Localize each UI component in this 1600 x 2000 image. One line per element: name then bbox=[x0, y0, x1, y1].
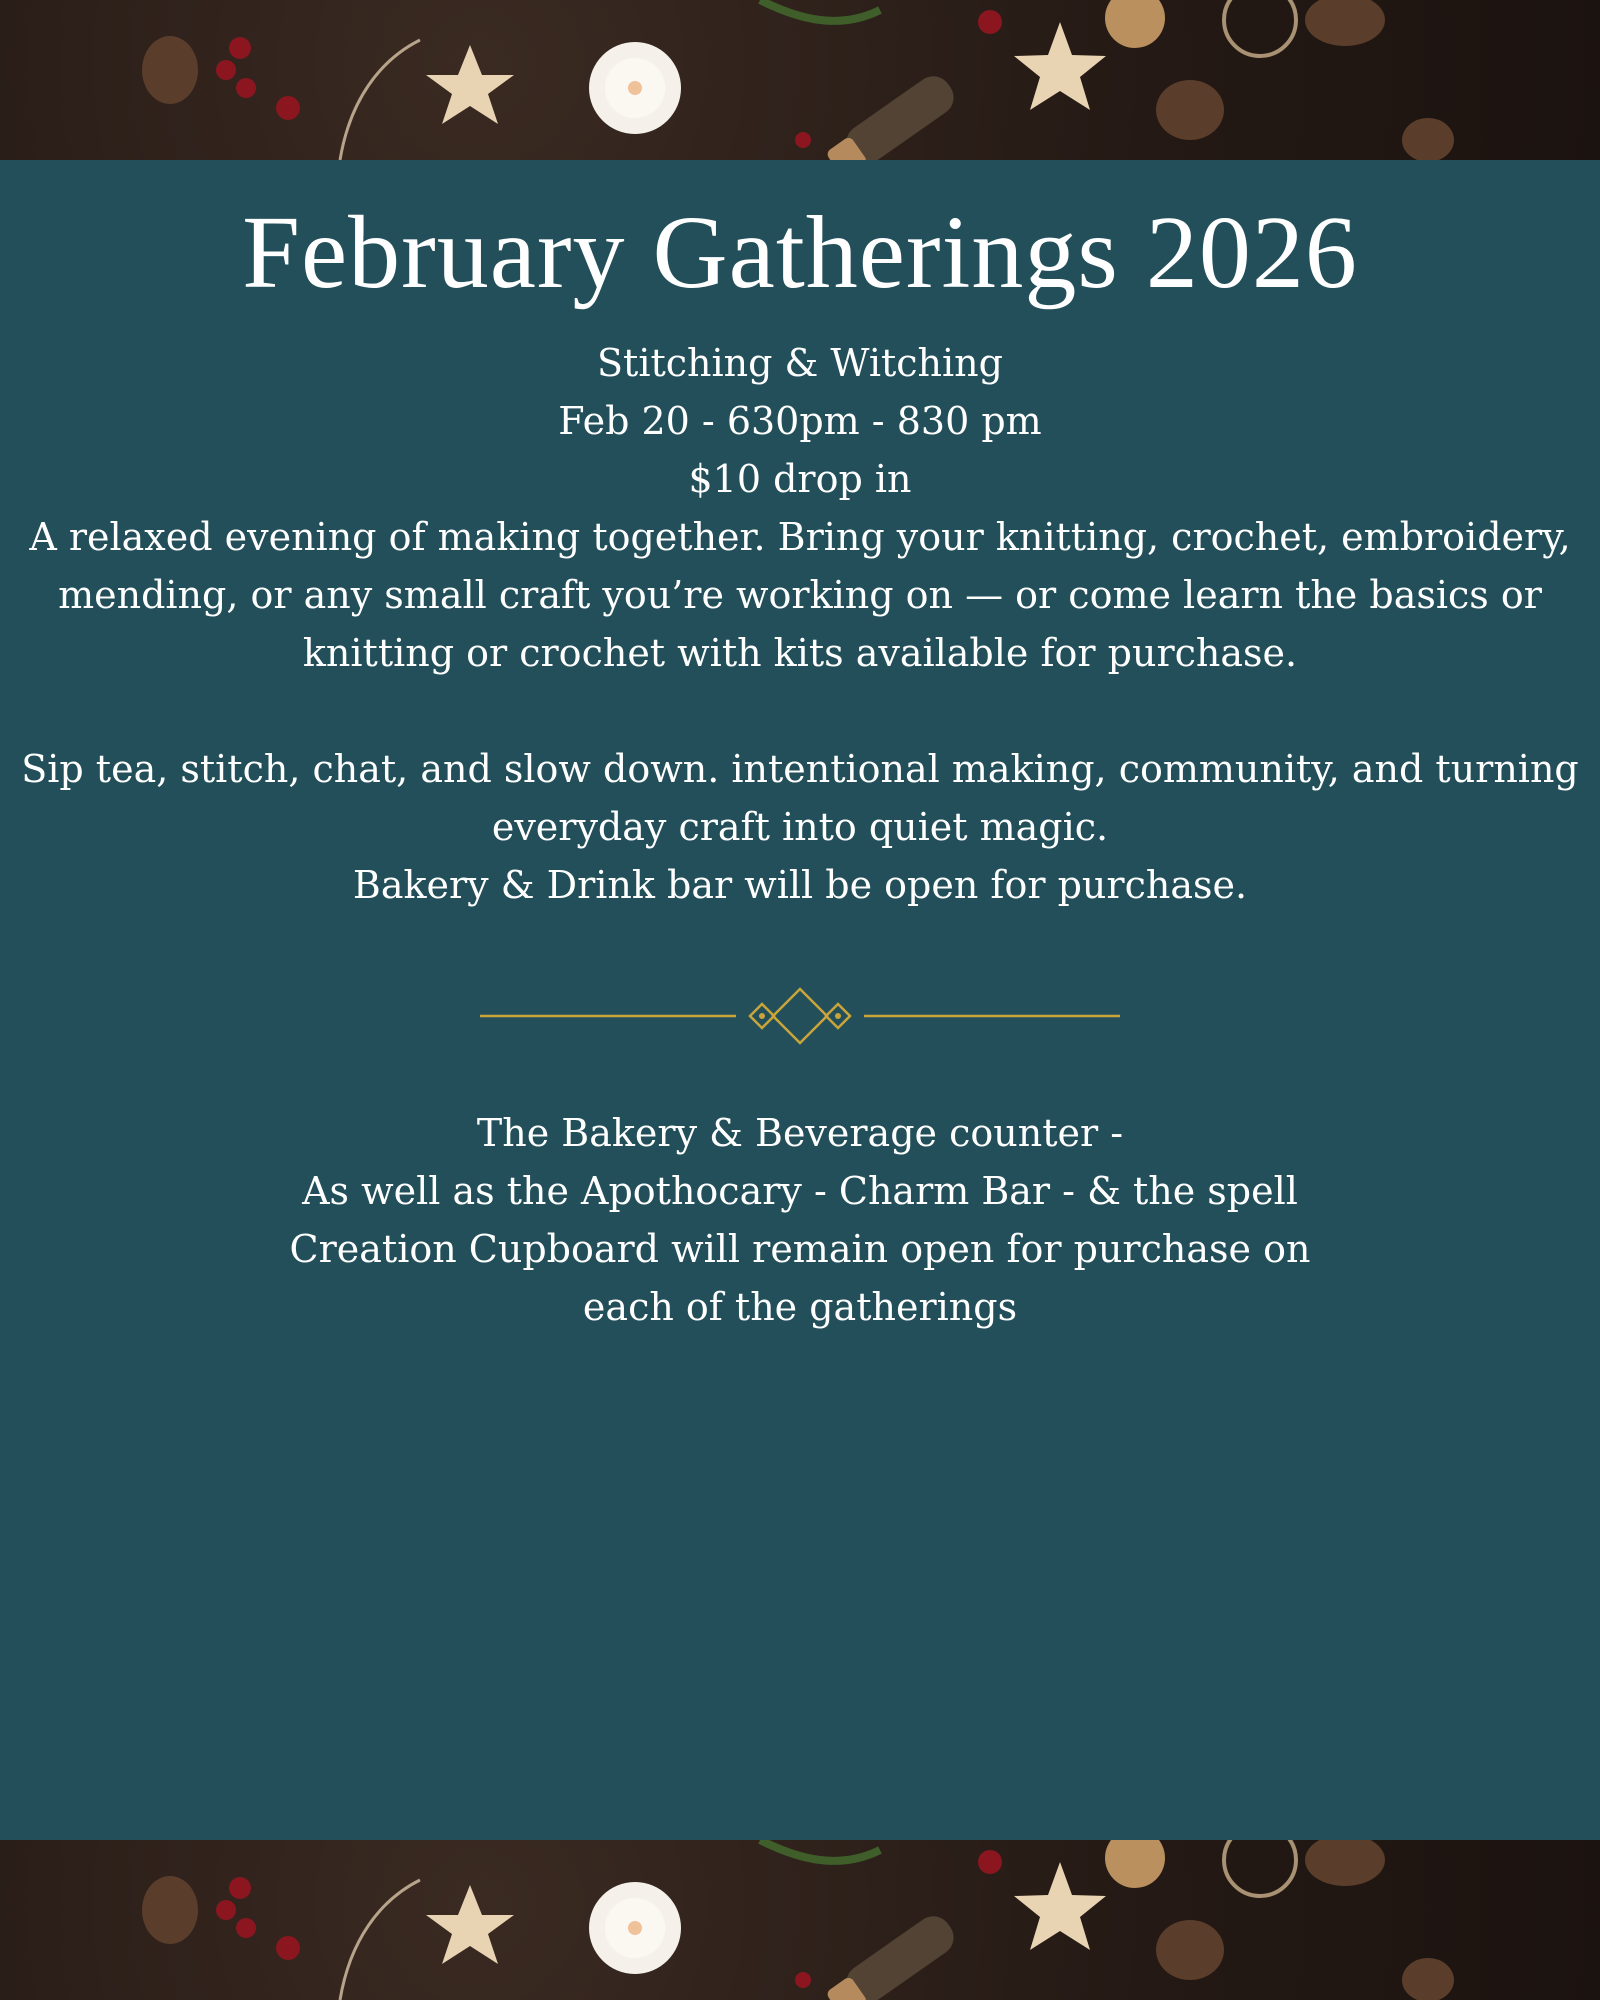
twine-icon bbox=[1224, 1840, 1296, 1896]
event-price: $10 drop in bbox=[688, 457, 912, 501]
glass-vial-icon bbox=[823, 1909, 961, 2000]
content-panel bbox=[0, 160, 1600, 1840]
event-description-2: Sip tea, stitch, chat, and slow down. intentional making, community, and turning everyday craft into quiet magic. bbox=[21, 747, 1579, 849]
wooden-star-icon bbox=[1014, 22, 1106, 110]
notice-line-1: The Bakery & Beverage counter - bbox=[476, 1111, 1124, 1155]
glass-vial-icon bbox=[823, 69, 961, 160]
string-icon bbox=[340, 1880, 420, 2000]
notice-section bbox=[0, 1104, 1600, 1336]
pine-branch-icon bbox=[760, 0, 880, 21]
holiday-decor-illustration bbox=[0, 0, 1600, 160]
ornamental-divider bbox=[478, 986, 1122, 1046]
event-datetime: Feb 20 - 630pm - 830 pm bbox=[558, 399, 1042, 443]
notice-line-2: As well as the Apothocary - Charm Bar - & the spell bbox=[302, 1169, 1298, 1213]
holiday-decor-illustration bbox=[0, 1840, 1600, 2000]
wooden-star-icon bbox=[426, 45, 514, 124]
notice-line-3: Creation Cupboard will remain open for purchase on bbox=[289, 1227, 1311, 1271]
pine-branch-icon bbox=[760, 1840, 880, 1861]
event-description-1: A relaxed evening of making together. Bring your knitting, crochet, embroidery, mending, or any small craft you’re working on — or come learn the basics or knitting or crochet with kits available for purchase. bbox=[29, 515, 1571, 675]
string-icon bbox=[340, 40, 420, 160]
page-title: February Gatherings 2026 bbox=[242, 195, 1358, 310]
wooden-star-icon bbox=[1014, 1862, 1106, 1950]
top-decorative-banner bbox=[0, 0, 1600, 160]
wooden-star-icon bbox=[426, 1885, 514, 1964]
twine-icon bbox=[1224, 0, 1296, 56]
event-name: Stitching & Witching bbox=[597, 341, 1003, 385]
event-description-3: Bakery & Drink bar will be open for purchase. bbox=[352, 863, 1248, 907]
walnut-icon bbox=[1105, 1840, 1165, 1888]
event-section bbox=[0, 334, 1600, 914]
walnut-icon bbox=[1105, 0, 1165, 48]
bottom-decorative-banner bbox=[0, 1840, 1600, 2000]
notice-line-4: each of the gatherings bbox=[582, 1285, 1018, 1329]
